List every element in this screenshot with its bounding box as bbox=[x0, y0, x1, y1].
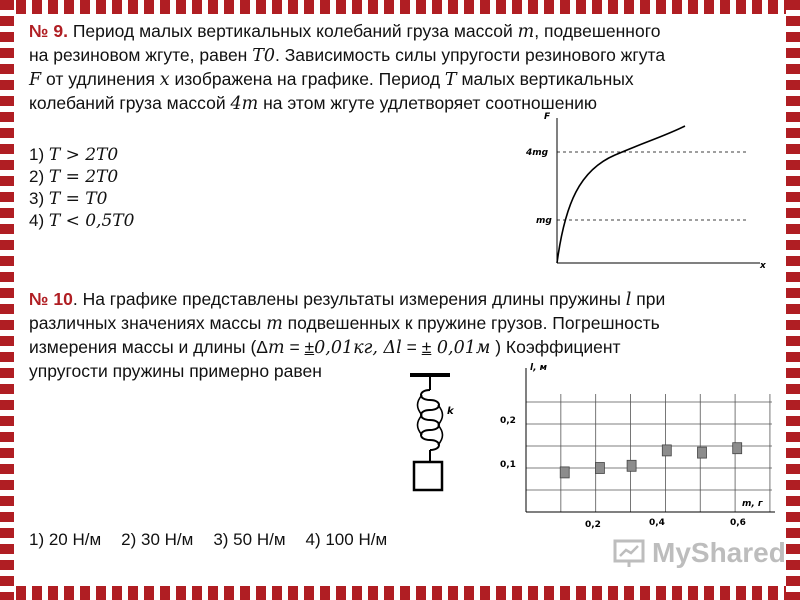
data-point-3 bbox=[627, 460, 636, 471]
spring-k-label: k bbox=[447, 406, 454, 417]
data-point-2 bbox=[595, 463, 604, 474]
p9-line-3: F от удлинения x изображена на графике. Период T малых вертикальных bbox=[29, 69, 634, 90]
x-tick-0-6: 0,6 bbox=[730, 518, 746, 528]
level-mg-label: mg bbox=[536, 216, 552, 226]
data-point-1 bbox=[560, 467, 569, 478]
data-point-5 bbox=[698, 447, 707, 458]
force-curve bbox=[557, 126, 685, 263]
spring-diagram bbox=[400, 370, 470, 496]
p9-option-3: 3) T = T0 bbox=[29, 189, 108, 209]
data-points bbox=[560, 443, 741, 478]
weight-block bbox=[414, 462, 442, 490]
p9-option-2: 2) T = 2T0 bbox=[29, 167, 119, 187]
x-tick-0-2: 0,2 bbox=[585, 520, 601, 530]
p10-line-3: измерения массы и длины (Δm = ±0,01кг, Δl = ± 0,01м ) Коэффициент bbox=[29, 337, 621, 358]
p10-answers bbox=[29, 528, 387, 552]
data-point-4 bbox=[662, 445, 671, 456]
x-tick-0-4: 0,4 bbox=[649, 518, 665, 528]
data-point-6 bbox=[733, 443, 742, 454]
p9-line-1: № 9. Период малых вертикальных колебаний груза массой m, подвешенного bbox=[29, 21, 661, 42]
decorative-border-top bbox=[0, 0, 800, 14]
p10-line-4: упругости пружины примерно равен bbox=[29, 361, 322, 381]
p10-number: № 10 bbox=[29, 289, 73, 309]
answer-1: 1) 20 Н/м bbox=[29, 530, 102, 549]
length-mass-chart bbox=[490, 360, 780, 540]
p10-line-1: № 10. На графике представлены результаты измерения длины пружины l при bbox=[29, 289, 666, 310]
p9-option-1: 1) T > 2T0 bbox=[29, 145, 119, 165]
answer-4: 4) 100 Н/м bbox=[305, 530, 388, 549]
p9-line-2: на резиновом жгуте, равен T0. Зависимость силы упругости резинового жгута bbox=[29, 45, 666, 66]
y-axis-label: F bbox=[544, 112, 551, 122]
chart-y-axis-label: l, м bbox=[530, 363, 547, 373]
x-axis-label: x bbox=[760, 261, 766, 271]
y-tick-0-1: 0,1 bbox=[500, 460, 516, 470]
decorative-border-left bbox=[0, 0, 14, 600]
answer-2: 2) 30 Н/м bbox=[121, 530, 194, 549]
decorative-border-right bbox=[786, 0, 800, 600]
p9-number: № 9. bbox=[29, 21, 68, 41]
p10-line-2: различных значениях массы m подвешенных к пружине грузов. Погрешность bbox=[29, 313, 660, 334]
watermark-text: MyShared bbox=[652, 537, 786, 568]
answer-3: 3) 50 Н/м bbox=[213, 530, 286, 549]
p9-line-4: колебаний груза массой 4m на этом жгуте удлетворяет соотношению bbox=[29, 93, 598, 114]
level-4mg-label: 4mg bbox=[526, 148, 549, 158]
decorative-border-bottom bbox=[0, 586, 800, 600]
y-tick-0-2: 0,2 bbox=[500, 416, 516, 426]
watermark bbox=[612, 537, 786, 569]
force-elongation-graph bbox=[520, 108, 780, 274]
presentation-icon bbox=[612, 538, 646, 568]
spring-coil bbox=[421, 390, 439, 450]
p9-option-4: 4) T < 0,5T0 bbox=[29, 211, 135, 231]
chart-x-axis-label: m, г bbox=[742, 499, 763, 509]
